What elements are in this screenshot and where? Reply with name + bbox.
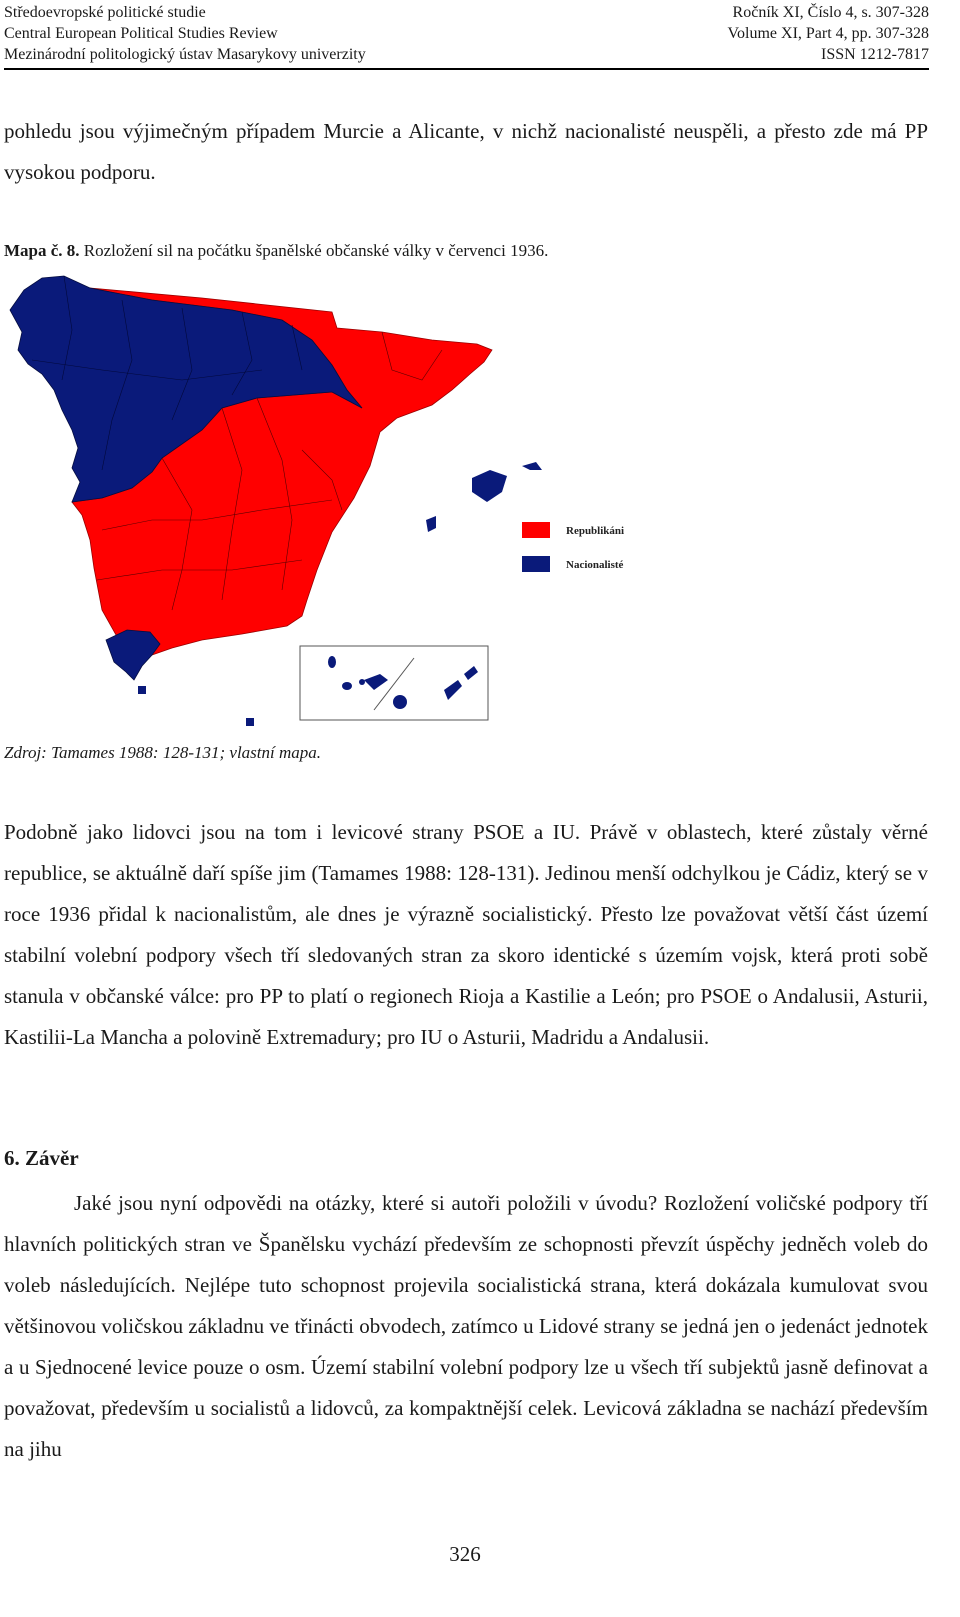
issn: ISSN 1212-7817 bbox=[820, 46, 929, 63]
melilla-square bbox=[246, 718, 254, 726]
legend-swatch-republicans bbox=[522, 522, 550, 538]
volume-en: Volume XI, Part 4, pp. 307-328 bbox=[727, 25, 929, 42]
spain-civil-war-map bbox=[2, 270, 642, 732]
volume-cz: Ročník XI, Číslo 4, s. 307-328 bbox=[732, 4, 929, 21]
legend-label-nationalists: Nacionalisté bbox=[566, 559, 624, 571]
intro-paragraph: pohledu jsou výjimečným případem Murcie a Alicante, v nichž nacionalisté neuspěli, a přesto zde má PP vysokou podporu. bbox=[4, 119, 928, 184]
menorca-island bbox=[522, 462, 542, 470]
mallorca-island bbox=[472, 470, 507, 502]
legend-swatch-nationalists bbox=[522, 556, 550, 572]
paragraph-2: Podobně jako lidovci jsou na tom i levicové strany PSOE a IU. Právě v oblastech, které zůstaly věrné republice, se aktuálně daří spíše jim (Tamames 1988: 128-131). Jedinou menší odchylkou je Cádiz, který se v roce 1936 přidal k nacionalistům, ale dnes je výrazně socialistický. Přesto lze považovat větší část území stabilní volební podpory všech tří sledovaných stran za skoro identické s územím vojsk, která proti sobě stanula v občanské válce: pro PP to platí o regionech Rioja a Kastilie a León; pro PSOE o Andalusii, Asturii, Kastilii-La Mancha a polovině Extremadury; pro IU o Asturii, Madridu a Andalusii. bbox=[4, 820, 928, 1049]
figure-source: Zdroj: Tamames 1988: 128-131; vlastní mapa. bbox=[4, 743, 322, 762]
header-row-2 bbox=[4, 23, 929, 44]
figure-title: Rozložení sil na počátku španělské občanské války v červenci 1936. bbox=[83, 241, 549, 260]
journal-title-cz: Středoevropské politické studie bbox=[4, 4, 206, 21]
section-heading: 6. Závěr bbox=[4, 1146, 79, 1170]
journal-header bbox=[4, 2, 929, 70]
figure-caption bbox=[4, 241, 548, 261]
publisher: Mezinárodní politologický ústav Masarykovy univerzity bbox=[4, 46, 366, 63]
legend-label-republicans: Republikáni bbox=[566, 525, 625, 537]
page-number: 326 bbox=[449, 1542, 481, 1566]
paragraph-3: Jaké jsou nyní odpovědi na otázky, které si autoři položili v úvodu? Rozložení voličské podpory tří hlavních politických stran ve Španělsku vychází především ze schopnosti převzít úspěchy jedněch voleb do voleb následujících. Nejlépe tuto schopnost projevila socialistická strana, která dokázala kumulovat svou většinovou voličskou základnu ve třinácti obvodech, zatímco u Lidové strany se jedná jen o jedenáct jednotek a u Sjednocené levice pouze o osm. Území stabilní volební podpory lze u všech tří subjektů jasně definovat a považovat, především u socialistů a lidovců, za kompaktnější celek. Levicová základna se nachází především na jihu bbox=[4, 1191, 928, 1461]
journal-title-en: Central European Political Studies Review bbox=[4, 25, 278, 42]
figure-label: Mapa č. 8. bbox=[4, 241, 80, 260]
ibiza-island bbox=[426, 516, 436, 532]
ceuta-square bbox=[138, 686, 146, 694]
header-row-3 bbox=[4, 44, 929, 65]
header-row-1 bbox=[4, 2, 929, 23]
nationalist-cadiz bbox=[106, 630, 160, 680]
